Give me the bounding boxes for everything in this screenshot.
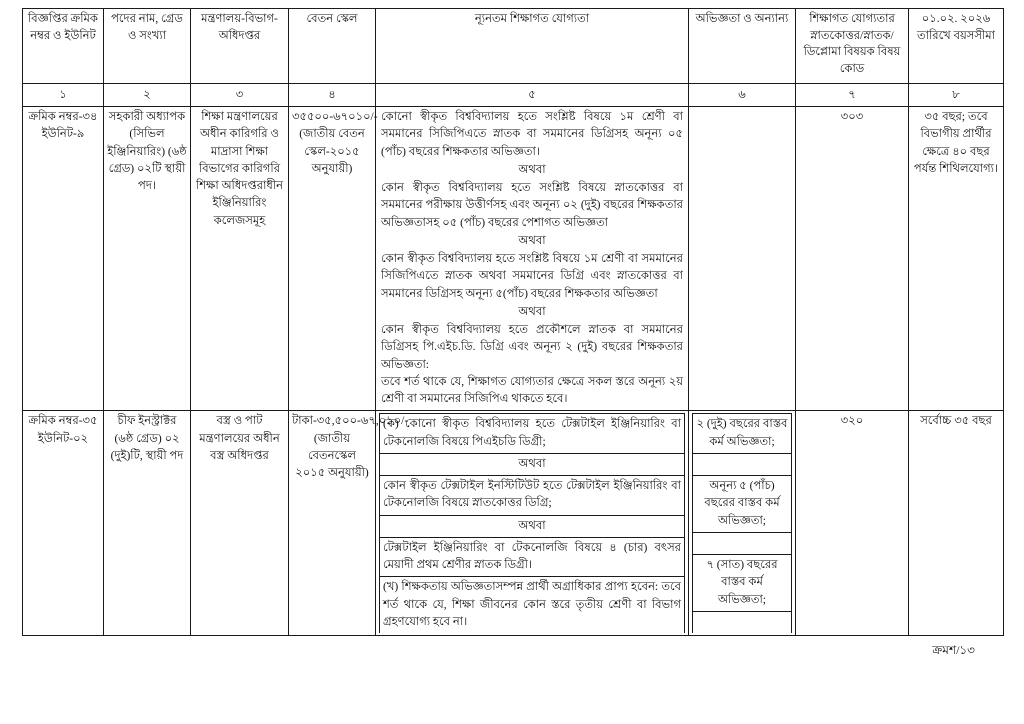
column-number-8: ৮	[909, 84, 1004, 107]
qualification-or-separator: অথবা	[380, 453, 685, 475]
cell-qualification	[376, 107, 689, 411]
column-number-5: ৫	[376, 84, 689, 107]
table-row	[23, 107, 1004, 411]
cell-serial-unit: ক্রমিক নম্বর-৩৪ ইউনিট-৯	[23, 107, 104, 411]
qualification-paragraph: টেক্সটাইল ইঞ্জিনিয়ারিং বা টেকনোলজি বিষয়ে ৪ (চার) বৎসর মেয়াদী প্রথম শ্রেণীর স্নাতক ডিগ্রী।	[380, 537, 685, 577]
qualification-subrow	[380, 453, 685, 475]
table-body	[23, 107, 1004, 636]
header-experience: অভিজ্ঞতা ও অন্যান্য	[689, 9, 796, 84]
cell-ministry: শিক্ষা মন্ত্রণালয়ের অধীন কারিগরি ও মাদ্রাসা শিক্ষা বিভাগের কারিগরি শিক্ষা অধিদপ্তরাধীন ইঞ্জিনিয়ারিং কলেজসমূহ	[191, 107, 289, 411]
header-post-name: পদের নাম, গ্রেড ও সংখ্যা	[104, 9, 191, 84]
experience-spacer	[693, 532, 792, 554]
qualification-paragraph: কোন স্বীকৃত টেক্সটাইল ইনস্টিটিউট হতে টেক্সটাইল ইঞ্জিনিয়ারিং বা টেকনোলজি বিষয়ে স্নাতকোত্তর ডিগ্রি;	[380, 476, 685, 516]
header-row	[23, 9, 1004, 84]
column-number-4: ৪	[289, 84, 376, 107]
cell-age-limit: সর্বোচ্চ ৩৫ বছর	[909, 411, 1004, 636]
qualification-or-separator: অথবা	[380, 515, 685, 537]
qualification-or-separator: অথবা	[518, 305, 546, 318]
header-pay-scale: বেতন স্কেল	[289, 9, 376, 84]
qualification-paragraph: (ক) কোনো স্বীকৃত বিশ্ববিদ্যালয় হতে টেক্সটাইল ইঞ্জিনিয়ারিং বা টেকনোলজি বিষয়ে পিএইচডি ডিগ্রী;	[380, 414, 685, 454]
header-serial-unit: বিজ্ঞপ্তির ক্রমিক নম্বর ও ইউনিট	[23, 9, 104, 84]
page-continuation-note: ক্রমশ/১৩	[932, 643, 975, 657]
qualification-or-separator: অথবা	[518, 163, 546, 176]
cell-serial-unit: ক্রমিক নম্বর-৩৫ ইউনিট-০২	[23, 411, 104, 636]
qualification-subrow	[380, 577, 685, 633]
qualification-subtable	[379, 413, 685, 633]
column-number-row	[23, 84, 1004, 107]
experience-subrow-spacer	[693, 453, 792, 475]
experience-subtable	[692, 413, 792, 633]
column-number-7: ৭	[796, 84, 909, 107]
qualification-subrow	[380, 476, 685, 516]
experience-subrow	[693, 476, 792, 533]
cell-experience	[689, 411, 796, 636]
qualification-paragraph: কোন স্বীকৃত বিশ্ববিদ্যালয় হতে সংশ্লিষ্ট বিষয়ে স্নাতকোত্তর বা সমমানের পরীক্ষায় উত্তীর্ণসহ এবং অনূন্য ০২ (দুই) বছরের শিক্ষকতার অভিজ্ঞতাসহ ০৫ (পাঁচ) বছরের পেশাগত অভিজ্ঞতা	[381, 182, 683, 229]
experience-subrow-spacer	[693, 532, 792, 554]
table-header	[23, 9, 1004, 107]
experience-blank	[693, 611, 792, 633]
experience-value: অনূন্য ৫ (পাঁচ) বছরের বাস্তব কর্ম অভিজ্ঞতা;	[693, 476, 792, 533]
column-number-1: ১	[23, 84, 104, 107]
cell-subject-code: ৩০৩	[796, 107, 909, 411]
cell-subject-code: ৩২০	[796, 411, 909, 636]
experience-subrow	[693, 611, 792, 633]
column-number-6: ৬	[689, 84, 796, 107]
job-circular-table	[22, 8, 1004, 636]
qualification-paragraph: কোন স্বীকৃত বিশ্ববিদ্যালয় হতে প্রকৌশলে স্নাতক বা সমমানের ডিগ্রিসহ পি.এইচ.ডি. ডিগ্রি এবং অনূন্য ২ (দুই) বছরের শিক্ষকতার অভিজ্ঞতা:	[381, 324, 683, 371]
header-age-limit: ০১.০২. ২০২৬ তারিখে বয়সসীমা	[909, 9, 1004, 84]
column-number-2: ২	[104, 84, 191, 107]
cell-experience	[689, 107, 796, 411]
header-ministry: মন্ত্রণালয়-বিভাগ-অধিদপ্তর	[191, 9, 289, 84]
experience-value: ৭ (সাত) বছরের বাস্তব কর্ম অভিজ্ঞতা;	[693, 555, 792, 612]
qualification-subrow	[380, 537, 685, 577]
cell-qualification	[376, 411, 689, 636]
cell-pay-scale: ৩৫৫০০-৬৭০১০/- (জাতীয় বেতন স্কেল-২০১৫ অনুযায়ী)	[289, 107, 376, 411]
cell-ministry: বস্ত্র ও পাট মন্ত্রণালয়ের অধীন বস্ত্র অধিদপ্তর	[191, 411, 289, 636]
experience-spacer	[693, 453, 792, 475]
experience-subrow	[693, 555, 792, 612]
column-number-3: ৩	[191, 84, 289, 107]
header-qualification: ন্যূনতম শিক্ষাগত যোগ্যতা	[376, 9, 689, 84]
qualification-paragraph: কোন স্বীকৃত বিশ্ববিদ্যালয় হতে সংশ্লিষ্ট বিষয়ে ১ম শ্রেণী বা সমমানের সিজিপিএতে স্নাতক অথবা সমমানের ডিগ্রি এবং স্নাতকোত্তর বা সমমানের ডিগ্রিসহ অনূন্য ৫(পাঁচ) বছরের শিক্ষকতার অভিজ্ঞতা	[381, 253, 683, 300]
qualification-or-separator: অথবা	[518, 234, 546, 247]
table-row	[23, 411, 1004, 636]
cell-post-name: সহকারী অধ্যাপক (সিভিল ইঞ্জিনিয়ারিং) (৬ষ্ঠ গ্রেড) ০২টি স্থায়ী পদ।	[104, 107, 191, 411]
experience-subrow	[693, 414, 792, 454]
qualification-proviso: তবে শর্ত থাকে যে, শিক্ষাগত যোগ্যতার ক্ষেত্রে সকল স্তরে অনূন্য ২য় শ্রেণী বা সমমানের সিজিপিএ থাকতে হবে।	[381, 375, 683, 405]
cell-age-limit: ৩৫ বছর; তবে বিভাগীয় প্রার্থীর ক্ষেত্রে ৪০ বছর পর্যন্ত শিথিলযোগ্য।	[909, 107, 1004, 411]
header-subject-code: শিক্ষাগত যোগ্যতার স্নাতকোত্তর/স্নাতক/ডিপ্লোমা বিষয়ক বিষয় কোড	[796, 9, 909, 84]
qualification-proviso: (খ) শিক্ষকতায় অভিজ্ঞতাসম্পন্ন প্রার্থী অগ্রাধিকার প্রাপ্য হবেন: তবে শর্ত থাকে যে, শিক্ষা জীবনের কোন স্তরে তৃতীয় শ্রেণী বা বিভাগ গ্রহণযোগ্য হবে না।	[380, 577, 685, 633]
qualification-subrow	[380, 515, 685, 537]
experience-value: ২ (দুই) বছরের বাস্তব কর্ম অভিজ্ঞতা;	[693, 414, 792, 454]
qualification-subrow	[380, 414, 685, 454]
cell-post-name: চীফ ইনস্ট্রাক্টর (৬ষ্ঠ গ্রেড) ০২ (দুই)টি, স্থায়ী পদ	[104, 411, 191, 636]
cell-pay-scale: টাকা-৩৫,৫০০-৬৭,০১০/- (জাতীয় বেতনস্কেল ২০১৫ অনুযায়ী)	[289, 411, 376, 636]
qualification-paragraph: কোনো স্বীকৃত বিশ্ববিদ্যালয় হতে সংশ্লিষ্ট বিষয়ে ১ম শ্রেণী বা সমমানের সিজিপিএতে স্নাতক বা সমমানের ডিগ্রিসহ অনূন‌্য ০৫ (পাঁচ) বছরের শিক্ষকতার অভিজ্ঞতা।	[381, 111, 683, 158]
